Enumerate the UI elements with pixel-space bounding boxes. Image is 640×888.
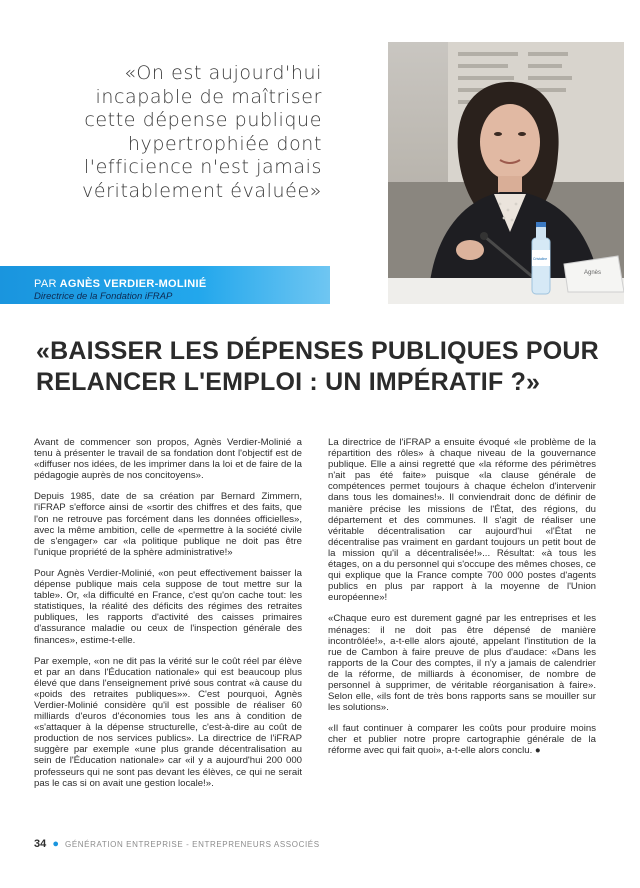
article-headline <box>36 336 616 398</box>
publication-name: GÉNÉRATION ENTREPRISE - ENTREPRENEURS ASSOCIÉS <box>65 840 320 849</box>
speaker-photo-illustration <box>388 42 624 304</box>
bottle-label-text: Cristaline <box>533 257 548 261</box>
page-footer <box>34 838 320 850</box>
body-column-left <box>34 437 302 799</box>
page-number: 34 <box>34 838 47 850</box>
body-paragraph: «Chaque euro est durement gagné par les entreprises et les ménages: il ne doit pas être dépensé de manière incontrôlée!», a-t-elle alors ajouté, appelant l'institution de la rue de Cambon à faire preuve de plus d'audace: «Dans les rapports de la Cour des comptes, il n'y a jamais de calendrier de la réforme, de milliards à économiser, de nombre de personnel à supprimer, de véritable réorganisation à faire». Selon elle, «ils font de très bons rapports sans se mouiller sur les solutions». <box>328 613 596 714</box>
body-paragraph: Avant de commencer son propos, Agnès Verdier-Molinié a tenu à présenter le travail de sa fondation dont l'objectif est de «diffuser nos idées, de les imprimer dans la loi et de faire de la pédagogie auprès de nos concitoyens». <box>34 437 302 482</box>
nameplate-text: Agnès <box>584 270 602 276</box>
body-paragraph: Pour Agnès Verdier-Molinié, «on peut effectivement baisser la dépense publique mais cela suppose de tout mettre sur la table». Or, «la difficulté en France, c'est qu'on cache tout: les statistiques, la réalité des déficits des régimes des retraites publiques, les rapports d'activité des caisses primaires d'assurance maladie ou ceux de l'inspection générale des finances», estime-t-elle. <box>34 567 302 646</box>
body-paragraph: La directrice de l'iFRAP a ensuite évoqué «le problème de la répartition des rôles» à chaque niveau de la gouvernance publique. Elle a ainsi regretté que «la réforme des périmètres n'ait pas été faite» puisque «la clause générale de compétences permet toujours à chaque échelon d'intervenir dans tous les domaines!». Il conviendrait donc de définir de manière précise les missions de l'État, des régions, du département et des communes. Il s'agit de réaliser une véritable décentralisation car aujourd'hui «l'État ne décentralise pas vraiment en gardant toujours un petit bout de la mission qu'il a décentralisée!»... Résultat: «à tous les étages, on a du personnel qui s'occupe des mêmes choses, ce qui explique que la France compte 700 000 postes d'agents publics en plus par rapport à la moyenne de l'Union européenne»! <box>328 437 596 604</box>
bullet-icon: ● <box>52 838 59 850</box>
body-paragraph: «Il faut continuer à comparer les coûts pour produire moins cher et publier notre propre cartographie générale de la réforme avec qui fait quoi», a-t-elle alors conclu. ● <box>328 723 596 757</box>
author-name: AGNÈS VERDIER-MOLINIÉ <box>59 278 207 290</box>
body-paragraph: Par exemple, «on ne dit pas la vérité sur le coût réel par élève et par an dans l'Éducation nationale» qui est beaucoup plus élevé que dans l'enseignement privé sous contrat «à cause du «poids des retraites publiques»». C'est pourquoi, Agnès Verdier-Molinié considère qu'il est possible de réaliser 60 milliards d'euros d'économies tous les ans à condition de «s'attaquer à la dépense structurelle, c'est-à-dire au coût de production de nos services publics». La directrice de l'iFRAP suggère par exemple «une plus grande décentralisation au sein de l'Éducation nationale» car «il y a aujourd'hui 200 000 professeurs qui ne sont pas devant les élèves, ce qui ne serait pas le cas si on avait une gestion locale!». <box>34 655 302 789</box>
headline-line-2: RELANCER L'EMPLOI : UN IMPÉRATIF ?» <box>36 368 541 396</box>
pull-quote-line: l'efficience n'est jamais <box>83 156 322 178</box>
author-prefix: PAR <box>34 278 57 290</box>
pull-quote-line: cette dépense publique <box>84 109 322 131</box>
pull-quote <box>22 62 322 203</box>
pull-quote-line: «On est aujourd'hui <box>124 62 322 84</box>
pull-quote-line: véritablement évaluée» <box>82 179 322 202</box>
pull-quote-line: incapable de maîtriser <box>95 85 322 108</box>
author-role: Directrice de la Fondation iFRAP <box>34 291 173 302</box>
speaker-photo <box>388 42 624 304</box>
author-byline <box>34 278 207 290</box>
body-paragraph: Depuis 1985, date de sa création par Bernard Zimmern, l'iFRAP s'efforce ainsi de «sortir des chiffres et des faits, que l'on ne retrouve pas forcément dans les données officielles», avec la même ambition, celle de «permettre à la société civile de s'engager» car «la politique publique ne doit pas être l'unique propriété de la sphère administrative!» <box>34 491 302 558</box>
pull-quote-line: hypertrophiée dont <box>127 132 322 155</box>
headline-line-1: «BAISSER LES DÉPENSES PUBLIQUES POUR <box>36 337 599 365</box>
body-column-right <box>328 437 596 767</box>
